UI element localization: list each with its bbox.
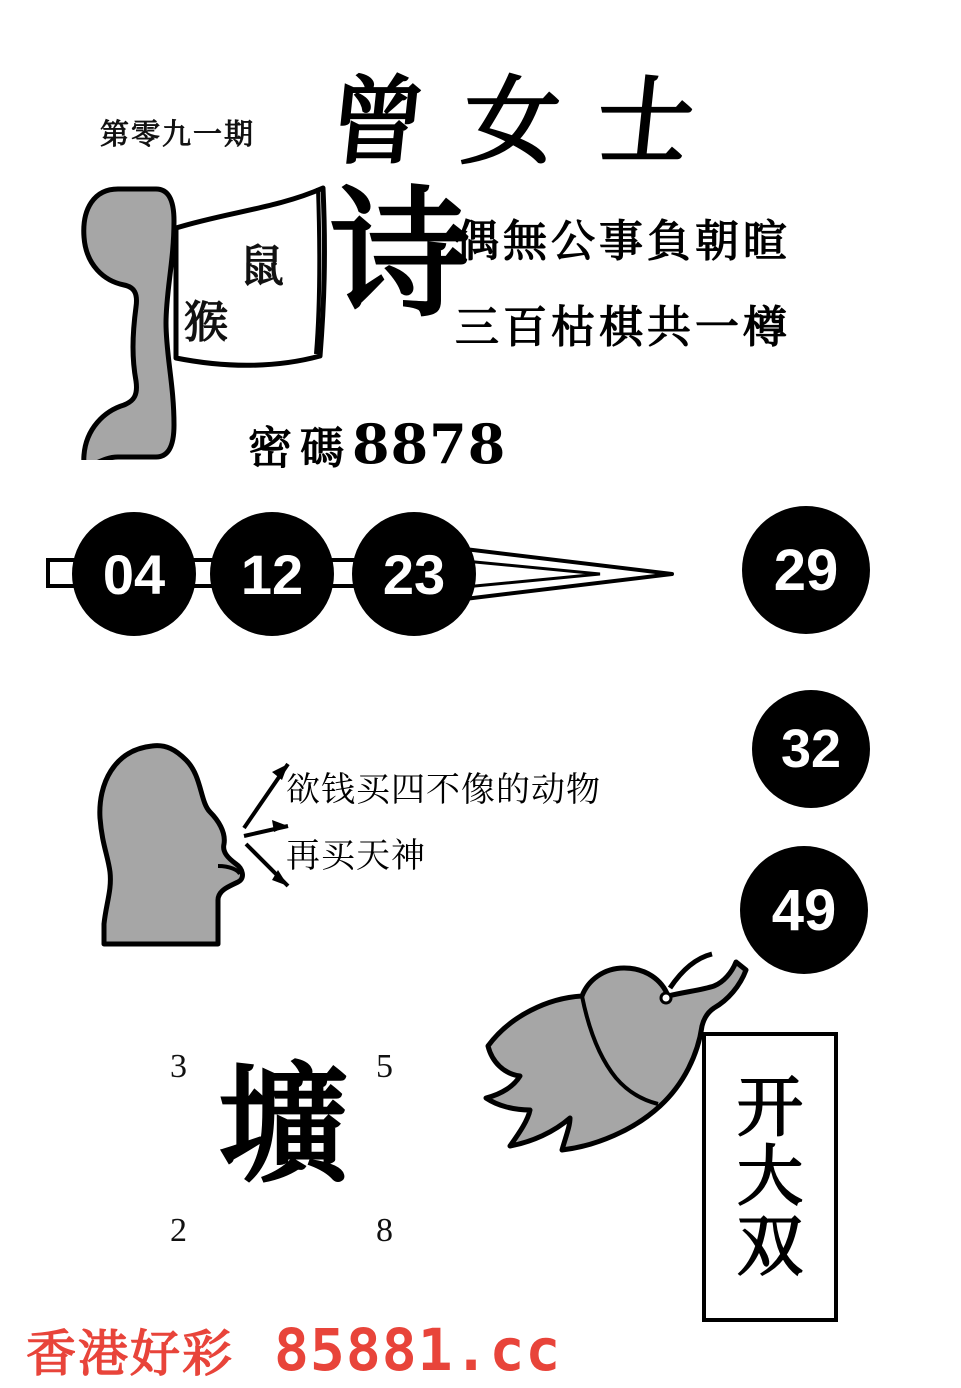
password-label: 密碼: [248, 423, 352, 474]
banner-char-3: 双: [737, 1206, 803, 1285]
zodiac-box: [168, 178, 333, 378]
poem-lines: [455, 205, 895, 377]
corner-digit-top-left: 3: [170, 1048, 187, 1085]
corner-digit-bottom-right: 8: [376, 1212, 393, 1249]
banner-char-2: 大: [737, 1137, 803, 1216]
poem-line-2: 三百枯棋共一樽: [455, 302, 791, 353]
speech-line-2: 再买天神: [286, 836, 426, 876]
speech-line-1: 欲钱买四不像的动物: [286, 770, 601, 810]
zodiac-char-bottom: 猴: [184, 297, 228, 348]
ball-number-3: 23: [352, 512, 476, 636]
ball-number-1: 04: [72, 512, 196, 636]
password-digits: 8878: [352, 412, 507, 476]
ball-number-5: 32: [752, 690, 870, 808]
riddle-char: 壙: [218, 1048, 349, 1201]
issue-label: 第零九一期: [100, 119, 256, 151]
password-row: [248, 412, 506, 476]
poem-line-1: 偶無公事負朝暄: [455, 216, 791, 267]
corner-digit-top-right: 5: [376, 1048, 393, 1085]
page-title: 曾女士: [323, 65, 738, 178]
banner-char-1: 开: [737, 1068, 803, 1147]
corner-digit-bottom-left: 2: [170, 1212, 187, 1249]
footer-url[interactable]: 85881.cc: [274, 1316, 562, 1384]
footer: [0, 1312, 961, 1388]
banner-box: [702, 1032, 838, 1322]
ball-number-6: 49: [740, 846, 868, 974]
ball-number-2: 12: [210, 512, 334, 636]
footer-site-name: 香港好彩: [26, 1325, 234, 1383]
zodiac-char-top: 鼠: [240, 241, 284, 292]
poem-heading-char: 诗: [330, 173, 471, 337]
ball-number-4: 29: [742, 506, 870, 634]
